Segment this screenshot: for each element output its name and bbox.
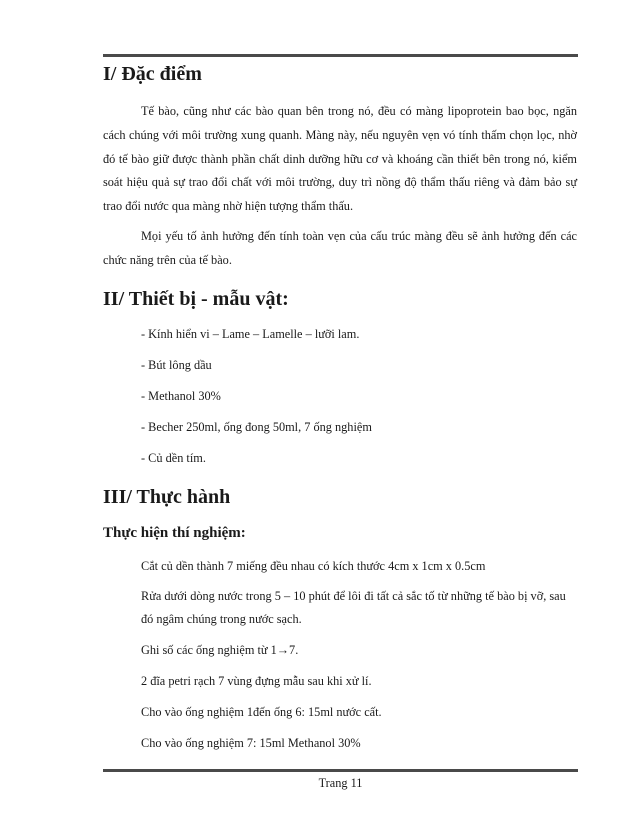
header-rule: [103, 54, 578, 57]
section-2-title: II/ Thiết bị - mẫu vật:: [103, 287, 289, 310]
procedure-step: Cho vào ống nghiệm 1đến ống 6: 15ml nước cất.: [141, 704, 382, 719]
section-3-title: III/ Thực hành: [103, 485, 231, 508]
equipment-item: - Methanol 30%: [141, 388, 221, 403]
section-1-paragraph: Mọi yếu tố ảnh hưởng đến tính toàn vẹn của cấu trúc màng đều sẽ ảnh hưởng đến các chức năng trên của tế bào.: [103, 228, 577, 267]
equipment-item: - Củ dền tím.: [141, 450, 206, 465]
section-1-paragraph: Tế bào, cũng như các bào quan bên trong nó, đều có màng lipoprotein bao bọc, ngăn cách chúng với môi trường xung quanh. Màng này, nếu nguyên vẹn vó tính thấm chọn lọc, nhờ đó tế bào giữ được thành phần chất dinh dưỡng hữu cơ và khoáng cần thiết bên trong nó, kiểm soát hiệu quả sự trao đổi chất với môi trường, duy trì nồng độ thẩm thấu riêng và đảm bảo sự trao đổi nước qua màng nhờ hiện tượng thẩm thấu.: [103, 104, 577, 214]
equipment-item: - Becher 250ml, ống đong 50ml, 7 ống nghiệm: [141, 419, 372, 434]
page-content: [103, 62, 577, 752]
procedure-step: Ghi số các ống nghiệm từ 1→7.: [141, 642, 299, 657]
section-3-subtitle: Thực hiện thí nghiệm:: [103, 524, 246, 541]
procedure-step: Cho vào ống nghiệm 7: 15ml Methanol 30%: [141, 735, 361, 750]
footer-rule: [103, 769, 578, 772]
procedure-step: 2 đĩa petri rạch 7 vùng đựng mẫu sau khi xử lí.: [141, 673, 372, 688]
equipment-item: - Kính hiển vi – Lame – Lamelle – lưỡi lam.: [141, 326, 360, 341]
page-number: Trang 11: [318, 776, 363, 790]
equipment-item: - Bút lông dầu: [141, 357, 212, 372]
section-1-title: I/ Đặc điểm: [103, 63, 202, 85]
procedure-step: Cắt củ dền thành 7 miếng đều nhau có kích thước 4cm x 1cm x 0.5cm: [141, 558, 486, 573]
procedure-step: Rửa dưới dòng nước trong 5 – 10 phút để lôi đi tất cả sắc tố từ những tế bào bị vỡ, sau đó ngâm chúng trong nước sạch.: [141, 588, 566, 627]
